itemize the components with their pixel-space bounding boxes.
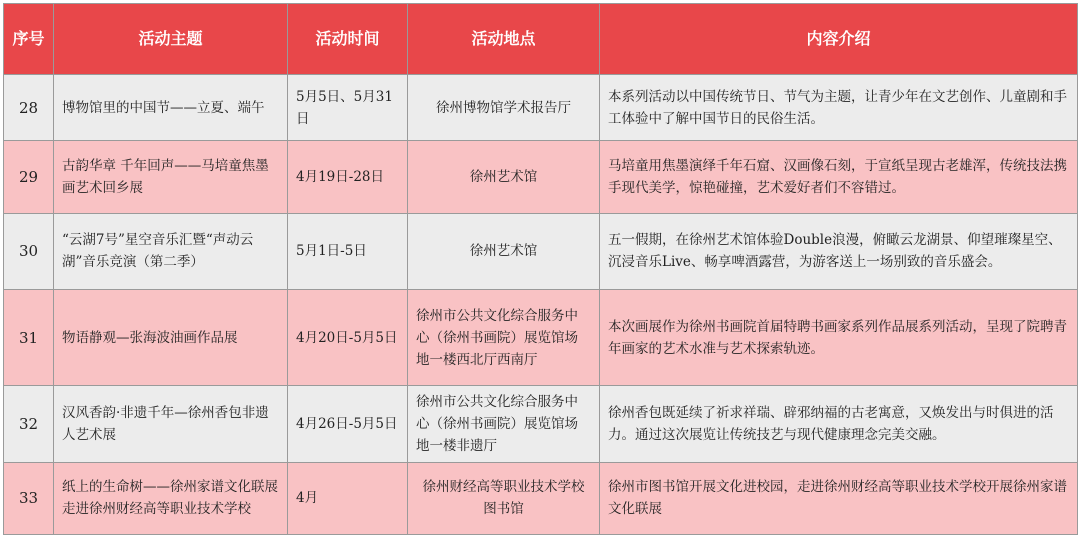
table-row [4, 462, 1078, 534]
header-intro: 内容介绍 [600, 4, 1078, 75]
cell-venue: 徐州艺术馆 [408, 141, 600, 213]
cell-intro: 本系列活动以中国传统节日、节气为主题，让青少年在文艺创作、儿童剧和手工体验中了解中国节日的民俗生活。 [600, 75, 1078, 141]
table-row [4, 386, 1078, 462]
table-row [4, 289, 1078, 385]
cell-time: 4月26日-5月5日 [288, 386, 408, 462]
header-theme: 活动主题 [54, 4, 288, 75]
cell-theme: 纸上的生命树——徐州家谱文化联展走进徐州财经高等职业技术学校 [54, 462, 288, 534]
header-row [4, 4, 1078, 75]
cell-no: 31 [4, 289, 54, 385]
cell-time: 5月1日-5日 [288, 213, 408, 289]
table-row [4, 75, 1078, 141]
header-no: 序号 [4, 4, 54, 75]
cell-intro: 马培童用焦墨演绎千年石窟、汉画像石刻，于宣纸呈现古老雄浑，传统技法携手现代美学，惊艳碰撞，艺术爱好者们不容错过。 [600, 141, 1078, 213]
cell-intro: 徐州香包既延续了祈求祥瑞、辟邪纳福的古老寓意，又焕发出与时俱进的活力。通过这次展览让传统技艺与现代健康理念完美交融。 [600, 386, 1078, 462]
cell-time: 4月20日-5月5日 [288, 289, 408, 385]
events-table [3, 3, 1078, 535]
cell-no: 28 [4, 75, 54, 141]
cell-venue: 徐州财经高等职业技术学校图书馆 [408, 462, 600, 534]
cell-theme: 汉风香韵·非遗千年—徐州香包非遗人艺术展 [54, 386, 288, 462]
cell-no: 29 [4, 141, 54, 213]
cell-venue: 徐州市公共文化综合服务中心（徐州书画院）展览馆场地一楼西北厅西南厅 [408, 289, 600, 385]
cell-no: 33 [4, 462, 54, 534]
table-row [4, 141, 1078, 213]
cell-theme: “云湖7号”星空音乐汇暨“声动云湖”音乐竞演（第二季） [54, 213, 288, 289]
cell-venue: 徐州市公共文化综合服务中心（徐州书画院）展览馆场地一楼非遗厅 [408, 386, 600, 462]
cell-time: 4月 [288, 462, 408, 534]
header-venue: 活动地点 [408, 4, 600, 75]
cell-no: 32 [4, 386, 54, 462]
cell-time: 4月19日-28日 [288, 141, 408, 213]
cell-venue: 徐州艺术馆 [408, 213, 600, 289]
cell-venue: 徐州博物馆学术报告厅 [408, 75, 600, 141]
cell-theme: 物语静观—张海波油画作品展 [54, 289, 288, 385]
cell-theme: 博物馆里的中国节——立夏、端午 [54, 75, 288, 141]
cell-time: 5月5日、5月31日 [288, 75, 408, 141]
cell-no: 30 [4, 213, 54, 289]
cell-intro: 徐州市图书馆开展文化进校园，走进徐州财经高等职业技术学校开展徐州家谱文化联展 [600, 462, 1078, 534]
header-time: 活动时间 [288, 4, 408, 75]
cell-theme: 古韵华章 千年回声——马培童焦墨画艺术回乡展 [54, 141, 288, 213]
table-row [4, 213, 1078, 289]
cell-intro: 本次画展作为徐州书画院首届特聘书画家系列作品展系列活动，呈现了院聘青年画家的艺术水准与艺术探索轨迹。 [600, 289, 1078, 385]
cell-intro: 五一假期，在徐州艺术馆体验Double浪漫，俯瞰云龙湖景、仰望璀璨星空、沉浸音乐Live、畅享啤酒露营，为游客送上一场别致的音乐盛会。 [600, 213, 1078, 289]
